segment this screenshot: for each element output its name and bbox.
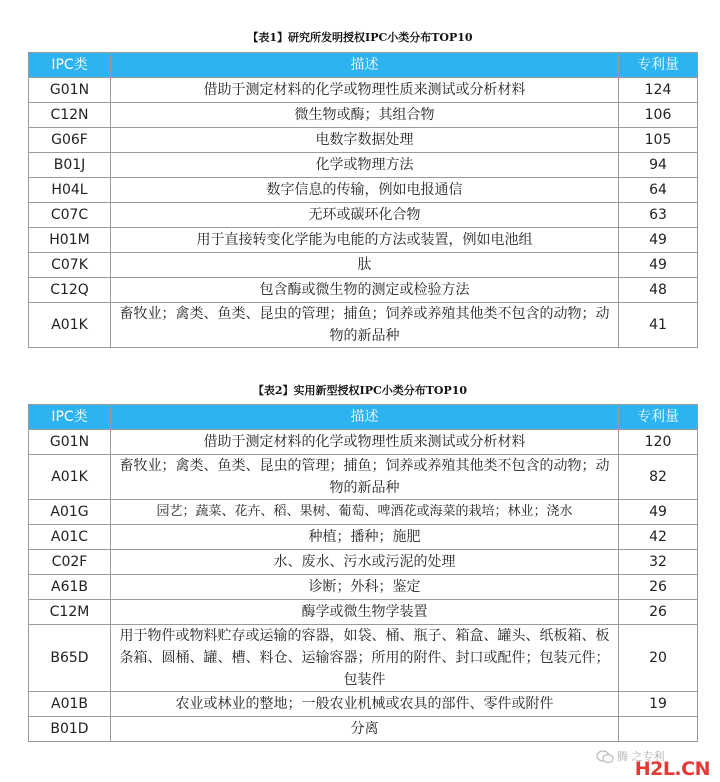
table1-header-row	[29, 53, 698, 78]
ipc-cell: C12Q	[29, 278, 111, 303]
count-cell: 42	[619, 525, 698, 550]
header-ipc: IPC类	[29, 405, 111, 430]
ipc-cell: A01K	[29, 455, 111, 500]
desc-cell: 化学或物理方法	[111, 153, 619, 178]
count-cell: 106	[619, 103, 698, 128]
count-cell: 49	[619, 228, 698, 253]
table-row	[29, 253, 698, 278]
table-row	[29, 203, 698, 228]
count-cell: 105	[619, 128, 698, 153]
table-row	[29, 103, 698, 128]
desc-cell: 肽	[111, 253, 619, 278]
table-row	[29, 525, 698, 550]
ipc-cell: B01J	[29, 153, 111, 178]
count-cell: 32	[619, 550, 698, 575]
desc-cell: 微生物或酶；其组合物	[111, 103, 619, 128]
ipc-cell: C12M	[29, 600, 111, 625]
table-row	[29, 303, 698, 348]
table-row	[29, 550, 698, 575]
ipc-cell: G01N	[29, 430, 111, 455]
ipc-cell: A01K	[29, 303, 111, 348]
header-count: 专利量	[619, 405, 698, 430]
count-cell: 49	[619, 500, 698, 525]
table-row	[29, 455, 698, 500]
watermark-faint-text: 腾 之专利	[617, 750, 665, 763]
ipc-cell: H01M	[29, 228, 111, 253]
table-row	[29, 78, 698, 103]
count-cell: 120	[619, 430, 698, 455]
desc-cell: 无环或碳环化合物	[111, 203, 619, 228]
desc-cell: 酶学或微生物学装置	[111, 600, 619, 625]
count-cell: 64	[619, 178, 698, 203]
count-cell: 19	[619, 692, 698, 717]
desc-cell: 畜牧业；禽类、鱼类、昆虫的管理；捕鱼；饲养或养殖其他类不包含的动物；动物的新品种	[111, 303, 619, 348]
desc-cell: 电数字数据处理	[111, 128, 619, 153]
ipc-cell: C12N	[29, 103, 111, 128]
desc-cell: 农业或林业的整地；一般农业机械或农具的部件、零件或附件	[111, 692, 619, 717]
table-row	[29, 128, 698, 153]
count-cell: 63	[619, 203, 698, 228]
table-row	[29, 228, 698, 253]
ipc-cell: B65D	[29, 625, 111, 692]
table-row	[29, 500, 698, 525]
ipc-cell: A01G	[29, 500, 111, 525]
ipc-cell: H04L	[29, 178, 111, 203]
ipc-cell: G06F	[29, 128, 111, 153]
header-count: 专利量	[619, 53, 698, 78]
table2	[28, 404, 698, 742]
table-row	[29, 692, 698, 717]
count-cell: 48	[619, 278, 698, 303]
count-cell: 49	[619, 253, 698, 278]
count-cell: 26	[619, 575, 698, 600]
count-cell: 26	[619, 600, 698, 625]
desc-cell: 园艺；蔬菜、花卉、稻、果树、葡萄、啤酒花或海菜的栽培；林业；浇水	[111, 500, 619, 525]
table-row	[29, 430, 698, 455]
table2-caption: 【表2】实用新型授权IPC小类分布TOP10	[252, 384, 468, 397]
ipc-cell: A01B	[29, 692, 111, 717]
desc-cell: 畜牧业；禽类、鱼类、昆虫的管理；捕鱼；饲养或养殖其他类不包含的动物；动物的新品种	[111, 455, 619, 500]
desc-cell: 数字信息的传输，例如电报通信	[111, 178, 619, 203]
header-desc: 描述	[111, 53, 619, 78]
ipc-cell: G01N	[29, 78, 111, 103]
ipc-cell: C02F	[29, 550, 111, 575]
ipc-cell: A61B	[29, 575, 111, 600]
table1	[28, 52, 698, 348]
ipc-cell: C07K	[29, 253, 111, 278]
table-row	[29, 575, 698, 600]
header-desc: 描述	[111, 405, 619, 430]
desc-cell: 借助于测定材料的化学或物理性质来测试或分析材料	[111, 430, 619, 455]
site-watermark: H2L.CN	[634, 758, 710, 780]
table-row	[29, 153, 698, 178]
header-ipc: IPC类	[29, 53, 111, 78]
count-cell: 94	[619, 153, 698, 178]
ipc-cell: C07C	[29, 203, 111, 228]
desc-cell: 分离	[111, 717, 619, 742]
ipc-cell: A01C	[29, 525, 111, 550]
count-cell: 82	[619, 455, 698, 500]
desc-cell: 水、废水、污水或污泥的处理	[111, 550, 619, 575]
wechat-icon	[596, 750, 614, 764]
ipc-cell: B01D	[29, 717, 111, 742]
table-row	[29, 717, 698, 742]
count-cell: 20	[619, 625, 698, 692]
desc-cell: 用于直接转变化学能为电能的方法或装置，例如电池组	[111, 228, 619, 253]
count-cell: 124	[619, 78, 698, 103]
desc-cell: 种植；播种；施肥	[111, 525, 619, 550]
table2-header-row	[29, 405, 698, 430]
desc-cell: 诊断；外科；鉴定	[111, 575, 619, 600]
count-cell	[619, 717, 698, 742]
desc-cell: 借助于测定材料的化学或物理性质来测试或分析材料	[111, 78, 619, 103]
table-row	[29, 625, 698, 692]
table1-caption: 【表1】研究所发明授权IPC小类分布TOP10	[247, 31, 473, 44]
table-row	[29, 600, 698, 625]
desc-cell: 包含酶或微生物的测定或检验方法	[111, 278, 619, 303]
table-row	[29, 278, 698, 303]
desc-cell: 用于物件或物料贮存或运输的容器，如袋、桶、瓶子、箱盒、罐头、纸板箱、板条箱、圆桶、罐、槽、料仓、运输容器；所用的附件、封口或配件；包装元件；包装件	[111, 625, 619, 692]
count-cell: 41	[619, 303, 698, 348]
table-row	[29, 178, 698, 203]
